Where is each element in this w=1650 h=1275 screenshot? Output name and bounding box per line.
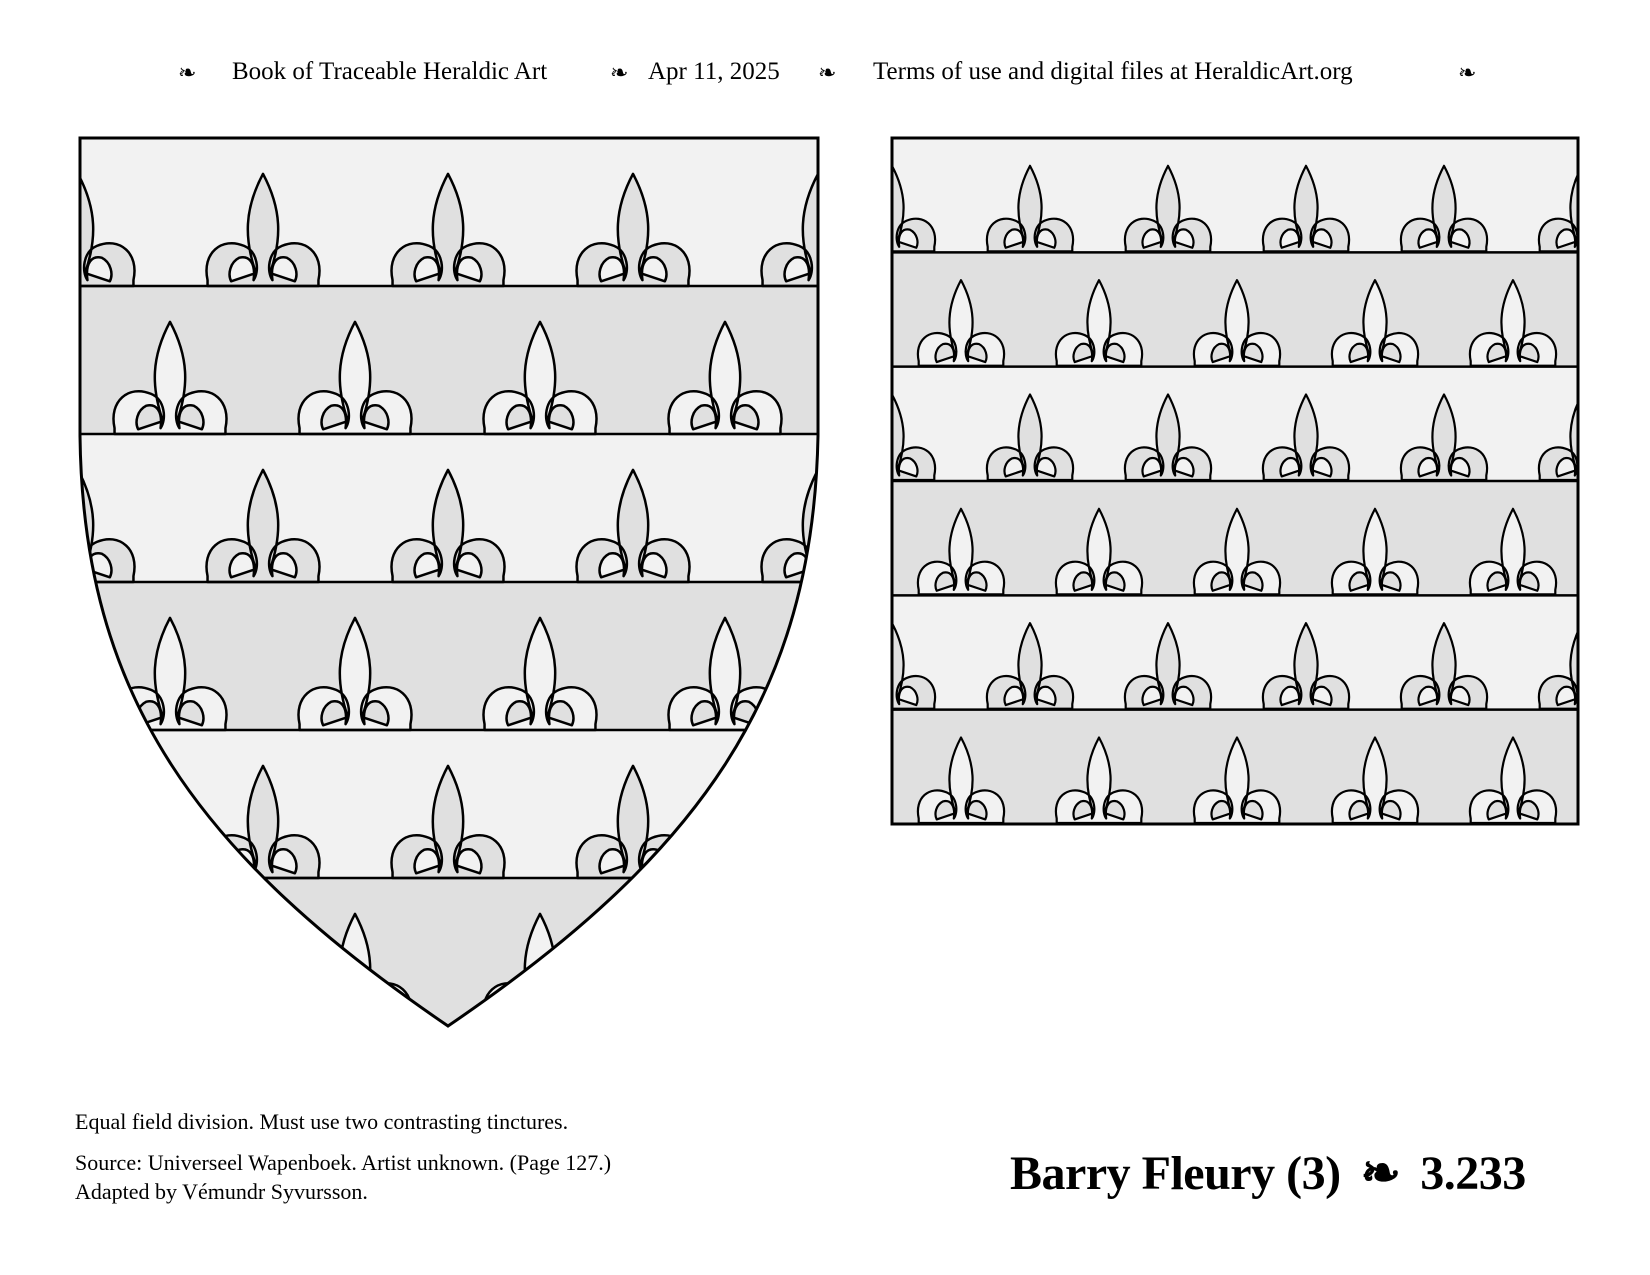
book-title: Book of Traceable Heraldic Art (232, 58, 548, 85)
page-header (0, 58, 1650, 94)
fleur-de-lis-icon (668, 914, 781, 1026)
adaptation-credit: Adapted by Vémundr Syvursson. (75, 1179, 368, 1204)
ornament-icon: ❧ (1458, 60, 1477, 85)
bar-band (78, 582, 820, 730)
plate-number: 3.233 (1420, 1147, 1526, 1200)
header-date: Apr 11, 2025 (648, 58, 780, 85)
ornament-icon: ❧ (610, 60, 629, 85)
terms-link[interactable]: Terms of use and digital files at HeraldicArt.org (873, 58, 1353, 85)
ornament-icon: ❧ (1360, 1147, 1401, 1200)
source-credit: Source: Universeel Wapenboek. Artist unknown. (Page 127.) (75, 1150, 612, 1175)
fleur-de-lis-icon (78, 766, 135, 878)
ornament-icon: ❧ (178, 60, 197, 85)
charge-name: Barry Fleury (3) (1010, 1147, 1341, 1200)
bar-band (78, 286, 820, 434)
fleur-de-lis-icon (113, 914, 226, 1026)
field-description: Equal field division. Must use two contrasting tinctures. (75, 1109, 569, 1134)
page-title (1010, 1145, 1580, 1201)
ornament-icon: ❧ (818, 60, 837, 85)
shield-illustration (78, 136, 846, 1056)
fleur-de-lis-icon (761, 766, 846, 878)
pattern-tile-illustration (890, 136, 1580, 826)
bar-band (78, 878, 820, 1026)
